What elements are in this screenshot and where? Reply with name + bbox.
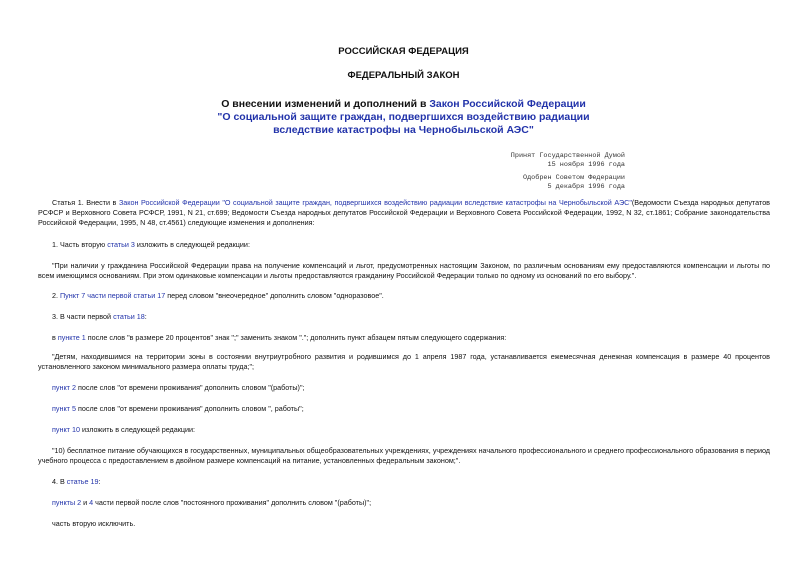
law-type-heading: ФЕДЕРАЛЬНЫЙ ЗАКОН <box>347 70 460 81</box>
item-3-link[interactable]: статьи 18 <box>113 312 145 321</box>
item-3a-text-end: после слов "в размере 20 процентов" знак ";" заменить знаком "."; дополнить пункт абзацем пятым следующего содержания: <box>85 333 507 342</box>
item-3b-link[interactable]: пункт 2 <box>52 383 76 392</box>
title-law-link-line2[interactable]: "О социальной защите граждан, подвергшихся воздействию радиации <box>217 111 590 123</box>
council-adoption <box>425 174 625 191</box>
item-4a-link-1[interactable]: пункты 2 <box>52 498 82 507</box>
item-4-text: 4. В <box>52 477 67 486</box>
item-3d-link[interactable]: пункт 10 <box>52 425 80 434</box>
item-3c <box>52 404 770 414</box>
title-law-link-line3[interactable]: вследствие катастрофы на Чернобыльской АЭС" <box>273 124 534 136</box>
item-3a <box>52 333 770 343</box>
item-3d-quote: "10) бесплатное питание обучающихся в государственных, муниципальных общеобразовательных учреждениях, учреждениях начального профессионального и среднего профессионального образования в период учебного процесса с предоставлением в двойном размере компенсаций на питание, установленных федеральным законом;". <box>38 446 770 465</box>
item-3b <box>52 383 770 393</box>
council-label: Одобрен Советом Федерации <box>523 174 625 182</box>
document-title <box>0 98 807 137</box>
item-3d-text: изложить в следующей редакции: <box>79 425 196 434</box>
item-3a-quote: "Детям, находившимся на территории зоны в состоянии внутриутробного развития и родившимся до 1 апреля 1987 года, устанавливается ежемесячная денежная компенсация в размере 40 процентов установленного законом минимального размера оплаты труда;"; <box>38 352 770 371</box>
article-1-paragraph <box>38 198 770 228</box>
item-4a-and: и <box>81 498 90 507</box>
title-text: О внесении изменений и дополнений в <box>221 98 430 110</box>
item-3 <box>52 312 770 322</box>
item-4a-link-2[interactable]: 4 <box>89 498 94 507</box>
item-3-colon: : <box>144 312 147 321</box>
duma-date: 15 ноября 1996 года <box>547 160 625 169</box>
item-1-link[interactable]: статьи 3 <box>107 240 135 249</box>
council-date: 5 декабря 1996 года <box>547 182 625 191</box>
item-1-quote: "При наличии у гражданина Российской Федерации права на получение компенсаций и льгот, предусмотренных настоящим Законом, по различным основаниям ему предоставляются компенсации и льготы по всем имеющимся основаниям. При этом одинаковые компенсации и льготы предоставляются гражданину Российской Федерации только по одному из оснований по его выбору.". <box>38 261 770 280</box>
duma-adoption <box>425 152 625 169</box>
item-2-link[interactable]: Пункт 7 части первой статьи 17 <box>60 291 166 300</box>
article-1-text: Статья 1. Внести в <box>52 198 119 207</box>
item-4a <box>52 498 770 508</box>
item-3d <box>52 425 770 435</box>
duma-label: Принят Государственной Думой <box>510 152 625 160</box>
item-4-link[interactable]: статье 19 <box>66 477 99 486</box>
item-4b: часть вторую исключить. <box>52 519 136 528</box>
item-4a-text: части первой после слов "постоянного проживания" дополнить словом "(работы)"; <box>93 498 372 507</box>
item-1 <box>52 240 770 250</box>
item-4 <box>52 477 770 487</box>
item-3b-text: после слов "от времени проживания" дополнить словом "(работы)"; <box>75 383 305 392</box>
item-4-colon: : <box>98 477 101 486</box>
article-1-law-link[interactable]: Закон Российской Федерации "О социальной защите граждан, подвергшихся воздействию радиации вследствие катастрофы на Чернобыльской АЭС" <box>118 198 632 207</box>
item-2-text: перед словом "внеочередное" дополнить словом "одноразовое". <box>165 291 384 300</box>
federation-heading: РОССИЙСКАЯ ФЕДЕРАЦИЯ <box>338 46 469 57</box>
item-3a-text: в <box>52 333 58 342</box>
item-3c-text: после слов "от времени проживания" дополнить словом ", работы"; <box>75 404 304 413</box>
item-1-text-end: изложить в следующей редакции: <box>134 240 250 249</box>
item-2-number: 2. <box>52 291 60 300</box>
item-3a-link[interactable]: пункте 1 <box>57 333 86 342</box>
article-1-citation: (Ведомости Съезда народных депутатов РСФСР и Верховного Совета РСФСР, 1991, N 21, ст.699; Ведомости Съезда народных депутатов Российской Федерации и Верховного Совета Российской Федерации, 1992, N 32, ст.1861; Собрание законодательства Российской Федерации, 1995, N 48, ст.4561) следующие изменения и дополнения: <box>38 198 771 227</box>
item-3c-link[interactable]: пункт 5 <box>52 404 76 413</box>
item-3-text: 3. В части первой <box>52 312 114 321</box>
item-1-text: 1. Часть вторую <box>52 240 108 249</box>
item-2 <box>52 291 770 301</box>
title-law-link[interactable]: Закон Российской Федерации <box>429 98 586 110</box>
